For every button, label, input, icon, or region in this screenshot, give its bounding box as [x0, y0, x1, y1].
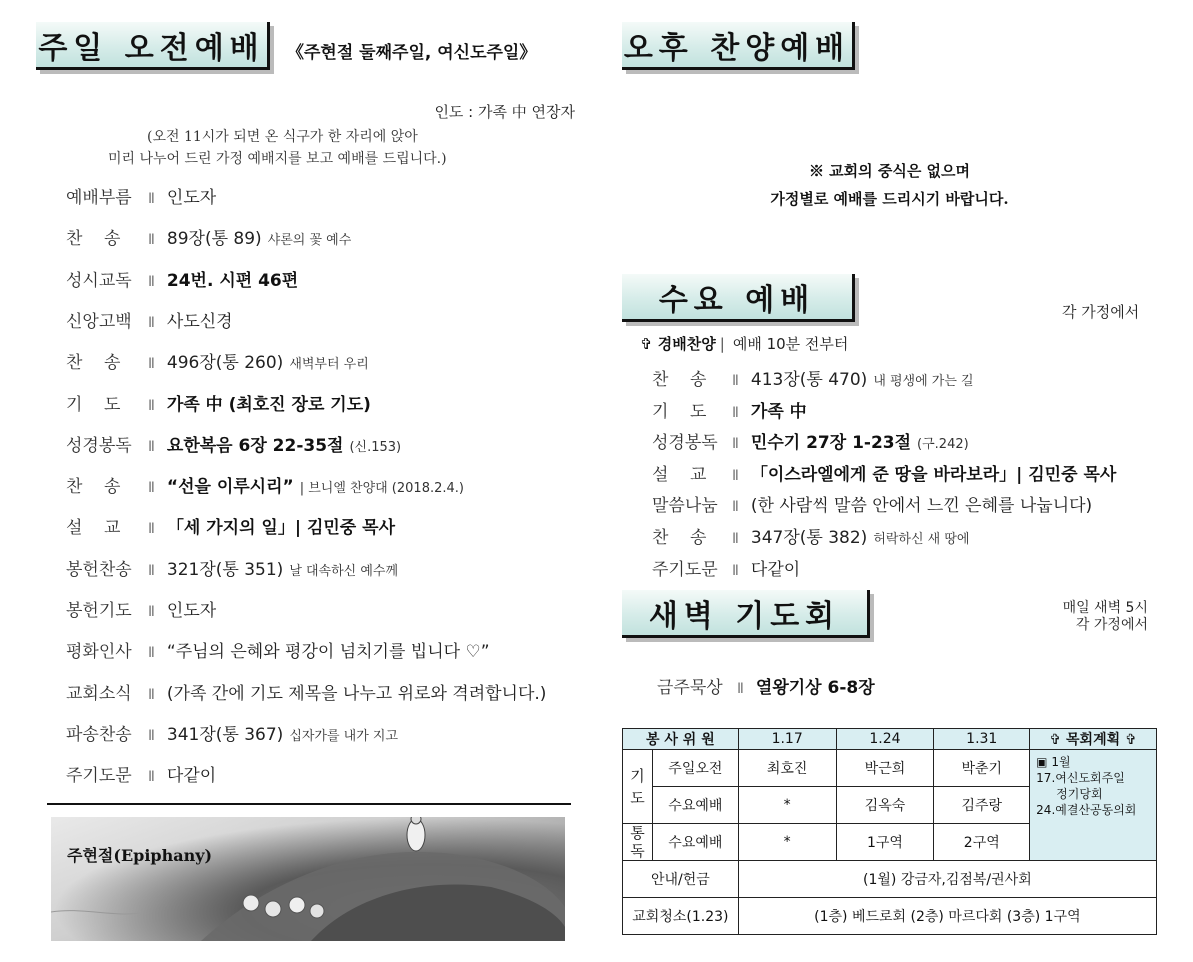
- order-row: [66, 472, 464, 497]
- offering-value: (1월) 강금자,김점복/권사회: [738, 861, 1156, 898]
- volunteer-table: [622, 728, 1157, 935]
- order-label: 말씀나눔: [652, 496, 718, 517]
- order-value: 민수기 27장 1-23절: [750, 433, 912, 454]
- order-row: [66, 720, 398, 745]
- table-date-2: 1.24: [836, 729, 934, 750]
- order-row: [652, 397, 807, 422]
- row-cell: 김옥숙: [836, 787, 934, 824]
- offering-label: 안내/헌금: [623, 861, 739, 898]
- order-label: 찬 송: [66, 353, 121, 374]
- sunday-title-text: 주일 오전예배: [38, 30, 265, 66]
- afternoon-notice-line1: ※ 교회의 중식은 없으며: [808, 162, 971, 180]
- order-separator: Ⅱ: [148, 480, 155, 497]
- wednesday-praise-label: ✞ 경배찬양: [640, 335, 716, 353]
- epiphany-illustration: [51, 817, 565, 941]
- order-value: 사도신경: [166, 311, 233, 332]
- table-row: [623, 861, 1157, 898]
- order-value: 341장(통 367): [166, 724, 284, 745]
- order-row: [66, 761, 216, 786]
- order-row: [652, 428, 969, 453]
- table-date-1: 1.17: [738, 729, 836, 750]
- order-label: 찬 송: [66, 477, 121, 498]
- order-value: 요한복음 6장 22-35절: [166, 435, 344, 456]
- order-separator: Ⅱ: [732, 499, 739, 516]
- order-separator: Ⅱ: [732, 531, 739, 547]
- plan-line: 17.여신도회주일: [1036, 771, 1125, 785]
- row-cell: 김주랑: [934, 787, 1030, 824]
- order-value: (가족 간에 기도 제목을 나누고 위로와 격려합니다.): [166, 683, 547, 704]
- order-label: 예배부름: [66, 188, 132, 208]
- order-separator: Ⅱ: [732, 467, 739, 484]
- order-label: 신앙고백: [66, 311, 132, 332]
- order-row: [66, 513, 395, 538]
- order-row: [66, 431, 401, 456]
- order-value: 가족 中: [750, 401, 807, 422]
- order-extra: 내 평생에 가는 길: [873, 374, 974, 389]
- order-value: 「세 가지의 일」| 김민중 목사: [166, 518, 395, 539]
- row-cell: *: [738, 824, 836, 861]
- order-label: 기 도: [652, 401, 707, 422]
- sunday-note-line2: 미리 나누어 드린 가정 예배지를 보고 예배를 드립니다.): [108, 151, 447, 167]
- dawn-title-text: 새벽 기도회: [648, 598, 841, 634]
- order-row: [66, 183, 216, 208]
- order-separator: Ⅱ: [732, 562, 739, 579]
- order-separator: Ⅱ: [148, 562, 155, 579]
- order-separator: Ⅱ: [148, 521, 155, 538]
- order-row: [66, 637, 490, 662]
- order-value: 가족 中 (최호진 장로 기도): [166, 394, 371, 415]
- order-label: 성시교독: [66, 270, 132, 291]
- order-value: 89장(통 89): [166, 229, 262, 250]
- group-reading-text: 통독: [630, 824, 645, 860]
- sunday-note-line1: (오전 11시가 되면 온 식구가 한 자리에 앉아: [147, 129, 418, 145]
- afternoon-title-text: 오후 찬양예배: [623, 30, 851, 66]
- table-row: [623, 750, 1157, 787]
- order-value: 인도자: [166, 601, 217, 621]
- order-row: [66, 348, 369, 373]
- order-separator: Ⅱ: [732, 436, 739, 453]
- order-label: 설 교: [66, 518, 121, 539]
- order-label: 평화인사: [66, 642, 132, 663]
- wednesday-praise-sep: |: [719, 335, 725, 353]
- order-row: [66, 390, 371, 415]
- plan-header: ✞ 목회계획 ✞: [1030, 729, 1157, 750]
- order-row: [66, 596, 216, 621]
- order-separator: Ⅱ: [148, 273, 155, 290]
- sunday-leader: 인도 : 가족 中 연장자: [434, 103, 575, 121]
- row-label: 주일오전: [652, 750, 738, 787]
- order-extra: (신.153): [349, 439, 402, 455]
- order-extra: (구.242): [917, 437, 969, 453]
- plan-body: [1030, 750, 1157, 861]
- order-separator: Ⅱ: [148, 314, 155, 331]
- order-separator: Ⅱ: [148, 686, 155, 703]
- order-value: 347장(통 382): [750, 528, 868, 548]
- wednesday-location: 각 가정에서: [1062, 303, 1140, 321]
- order-row: [66, 555, 398, 580]
- order-value: 다같이: [166, 766, 217, 787]
- order-value: (한 사람씩 말씀 안에서 느낀 은혜를 나눕니다): [750, 496, 1093, 517]
- order-extra: | 브니엘 찬양대 (2018.2.4.): [299, 481, 464, 497]
- order-label: 파송찬송: [66, 724, 132, 745]
- order-separator: Ⅱ: [148, 645, 155, 662]
- order-separator: Ⅱ: [148, 356, 155, 373]
- order-value: 「이스라엘에게 준 땅을 바라보라」| 김민중 목사: [750, 464, 1117, 485]
- wednesday-praise-row: [640, 333, 848, 354]
- plan-line: 24.예결산공동의회: [1036, 803, 1137, 817]
- order-separator: Ⅱ: [732, 373, 739, 389]
- afternoon-title: [622, 22, 855, 70]
- order-row: [652, 491, 1092, 516]
- order-label: 성경봉독: [652, 433, 718, 454]
- dawn-location: 각 가정에서: [1075, 617, 1148, 633]
- dawn-row: [657, 673, 875, 698]
- order-value: “선을 이루시리”: [166, 477, 294, 498]
- divider: [47, 803, 571, 805]
- order-separator: Ⅱ: [148, 191, 155, 207]
- order-row: [66, 266, 298, 291]
- dawn-value: 열왕기상 6-8장: [755, 678, 875, 698]
- order-row: [652, 555, 800, 580]
- order-value: 다같이: [750, 559, 801, 580]
- wednesday-title: [622, 274, 855, 322]
- dawn-label: 금주묵상: [657, 678, 723, 698]
- order-label: 찬 송: [66, 229, 121, 250]
- order-extra: 허락하신 새 땅에: [873, 532, 970, 547]
- order-separator: Ⅱ: [148, 438, 155, 455]
- order-separator: Ⅱ: [148, 727, 155, 744]
- wednesday-title-text: 수요 예배: [658, 282, 816, 318]
- wednesday-praise-value: 예배 10분 전부터: [732, 335, 849, 353]
- order-row: [66, 679, 546, 704]
- order-label: 설 교: [652, 464, 707, 485]
- table-header-row: [623, 729, 1157, 750]
- row-label: 수요예배: [652, 787, 738, 824]
- sunday-title: [36, 22, 270, 70]
- order-extra: 날 대속하신 예수께: [289, 563, 399, 579]
- row-cell: 1구역: [836, 824, 934, 861]
- order-row: [66, 224, 351, 249]
- order-value: 인도자: [166, 188, 217, 208]
- row-cell: 박근희: [836, 750, 934, 787]
- order-label: 성경봉독: [66, 435, 132, 456]
- order-label: 봉헌찬송: [66, 559, 132, 580]
- order-extra: 십자가를 내가 지고: [289, 728, 399, 744]
- order-label: 봉헌기도: [66, 601, 132, 621]
- order-separator: Ⅱ: [148, 397, 155, 414]
- order-value: 24번. 시편 46편: [166, 270, 299, 291]
- table-row: [623, 898, 1157, 935]
- order-value: “주님의 은혜와 평강이 넘치기를 빕니다 ♡”: [166, 642, 490, 663]
- cleaning-value: (1층) 베드로회 (2층) 마르다회 (3층) 1구역: [738, 898, 1156, 935]
- order-label: 기 도: [66, 394, 121, 415]
- row-label: 수요예배: [652, 824, 738, 861]
- order-value: 321장(통 351): [166, 559, 284, 580]
- afternoon-notice-line2: 가정별로 예배를 드리시기 바랍니다.: [770, 190, 1009, 208]
- order-separator: Ⅱ: [148, 769, 155, 786]
- order-extra: 새벽부터 우리: [289, 357, 369, 373]
- order-separator: Ⅱ: [148, 604, 155, 620]
- order-row: [66, 307, 233, 332]
- dawn-time: 매일 새벽 5시: [1062, 600, 1148, 616]
- order-separator: Ⅱ: [148, 232, 155, 249]
- table-date-3: 1.31: [934, 729, 1030, 750]
- row-cell: 2구역: [934, 824, 1030, 861]
- order-row: [652, 523, 969, 548]
- table-header-title: 봉 사 위 원: [623, 729, 739, 750]
- order-label: 찬 송: [652, 370, 707, 390]
- row-cell: *: [738, 787, 836, 824]
- plan-line: 정기당회: [1056, 787, 1103, 801]
- cleaning-label: 교회청소(1.23): [623, 898, 739, 935]
- order-row: [652, 460, 1116, 485]
- epiphany-caption: 주현절(Epiphany): [67, 846, 213, 865]
- sunday-subtitle: 《주현절 둘째주일, 여신도주일》: [287, 43, 537, 63]
- dawn-sep: Ⅱ: [737, 681, 744, 697]
- row-cell: 최호진: [738, 750, 836, 787]
- plan-line: ▣ 1월: [1036, 755, 1071, 769]
- order-value: 496장(통 260): [166, 353, 284, 374]
- order-label: 교회소식: [66, 683, 132, 704]
- dawn-title: [622, 590, 870, 638]
- order-row: [652, 365, 974, 390]
- order-label: 찬 송: [652, 528, 707, 548]
- order-label: 주기도문: [66, 766, 132, 787]
- group-reading: [623, 824, 653, 861]
- order-label: 주기도문: [652, 559, 718, 580]
- order-separator: Ⅱ: [732, 404, 739, 421]
- order-extra: 샤론의 꽃 예수: [267, 233, 352, 249]
- row-cell: 박춘기: [934, 750, 1030, 787]
- order-value: 413장(통 470): [750, 370, 868, 390]
- group-prayer: [623, 750, 653, 824]
- epiphany-image: [51, 817, 565, 941]
- group-prayer-text: 기도: [630, 766, 645, 807]
